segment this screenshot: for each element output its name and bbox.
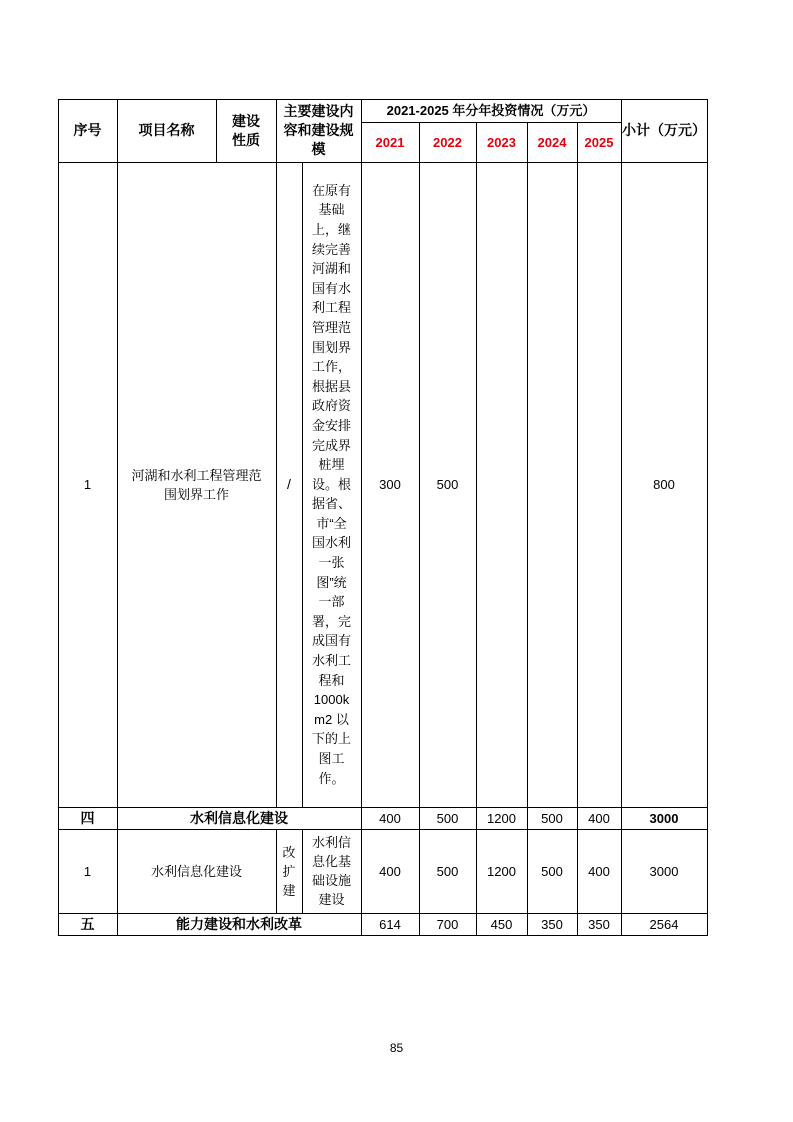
header-project-name: 项目名称 — [138, 122, 195, 138]
row1-nature: / — [287, 476, 291, 492]
header-year-2023: 2023 — [487, 134, 516, 150]
row2-seq: 1 — [83, 863, 92, 879]
row1-subtotal: 800 — [653, 477, 675, 492]
category-5-value-2025: 350 — [588, 916, 610, 932]
row1-value-2023 — [476, 162, 527, 807]
category-5-value-2021: 614 — [379, 916, 401, 932]
row1-value-2022: 500 — [436, 477, 459, 492]
page-number: 85 — [389, 1041, 404, 1055]
header-year-2025: 2025 — [584, 134, 614, 150]
row1-seq: 1 — [83, 477, 92, 492]
row2-content: 水利信 息化基 础设施 建设 — [311, 835, 351, 907]
category-4-title: 水利信息化建设 — [190, 809, 288, 826]
row2-nature: 改 扩 建 — [282, 844, 296, 898]
row2-project-name: 水利信息化建设 — [150, 863, 242, 879]
category-4-value-2022: 500 — [436, 810, 459, 826]
category-4-seq: 四 — [80, 809, 95, 826]
row2-value-2022: 500 — [436, 863, 459, 879]
category-4-value-2023: 1200 — [487, 810, 516, 826]
header-year-2021: 2021 — [375, 134, 405, 150]
category-5-value-2022: 700 — [436, 916, 459, 932]
category-5-seq: 五 — [80, 915, 95, 932]
category-4-subtotal: 3000 — [649, 810, 679, 826]
category-5-title: 能力建设和水利改革 — [176, 915, 302, 932]
category-5-subtotal: 2564 — [649, 916, 679, 932]
row2-value-2023: 1200 — [487, 863, 516, 879]
table-border-bottom — [58, 935, 707, 936]
header-subtotal: 小计（万元） — [622, 122, 706, 138]
row2-value-2025: 400 — [588, 863, 610, 879]
row2-value-2024: 500 — [541, 863, 563, 879]
row2-value-2021: 400 — [379, 863, 401, 879]
header-seq: 序号 — [73, 122, 102, 138]
category-4-value-2025: 400 — [588, 810, 610, 826]
row1-content: 在原有 基础 上，继 续完善 河湖和 国有水 利工程 管理范 围划界 工作， 根据县 政府资 金安排 完成界 桩埋 设。根 据省、 市“全 国水利 一张 图”统 一部 署，完 成国有 水利工 程和 1000k m2 以 下的上 图工 作。 — [311, 182, 351, 786]
header-nature: 建设 性质 — [232, 112, 260, 148]
row2-subtotal: 3000 — [649, 863, 679, 879]
row1-value-2021: 300 — [379, 477, 401, 492]
header-year-2022: 2022 — [433, 134, 462, 150]
header-invest-group: 2021-2025 年分年投资情况（万元） — [386, 103, 596, 118]
table-border-right — [707, 99, 708, 936]
row1-value-2025 — [577, 162, 621, 807]
category-5-value-2024: 350 — [541, 916, 563, 932]
row1-project-name: 河湖和水利工程管理范 围划界工作 — [131, 467, 262, 502]
category-4-value-2021: 400 — [379, 810, 401, 826]
header-year-2024: 2024 — [537, 134, 567, 150]
category-5-value-2023: 450 — [490, 916, 513, 932]
row1-value-2024 — [527, 162, 577, 807]
category-4-value-2024: 500 — [541, 810, 563, 826]
header-content: 主要建设内 容和建设规 模 — [283, 103, 354, 157]
